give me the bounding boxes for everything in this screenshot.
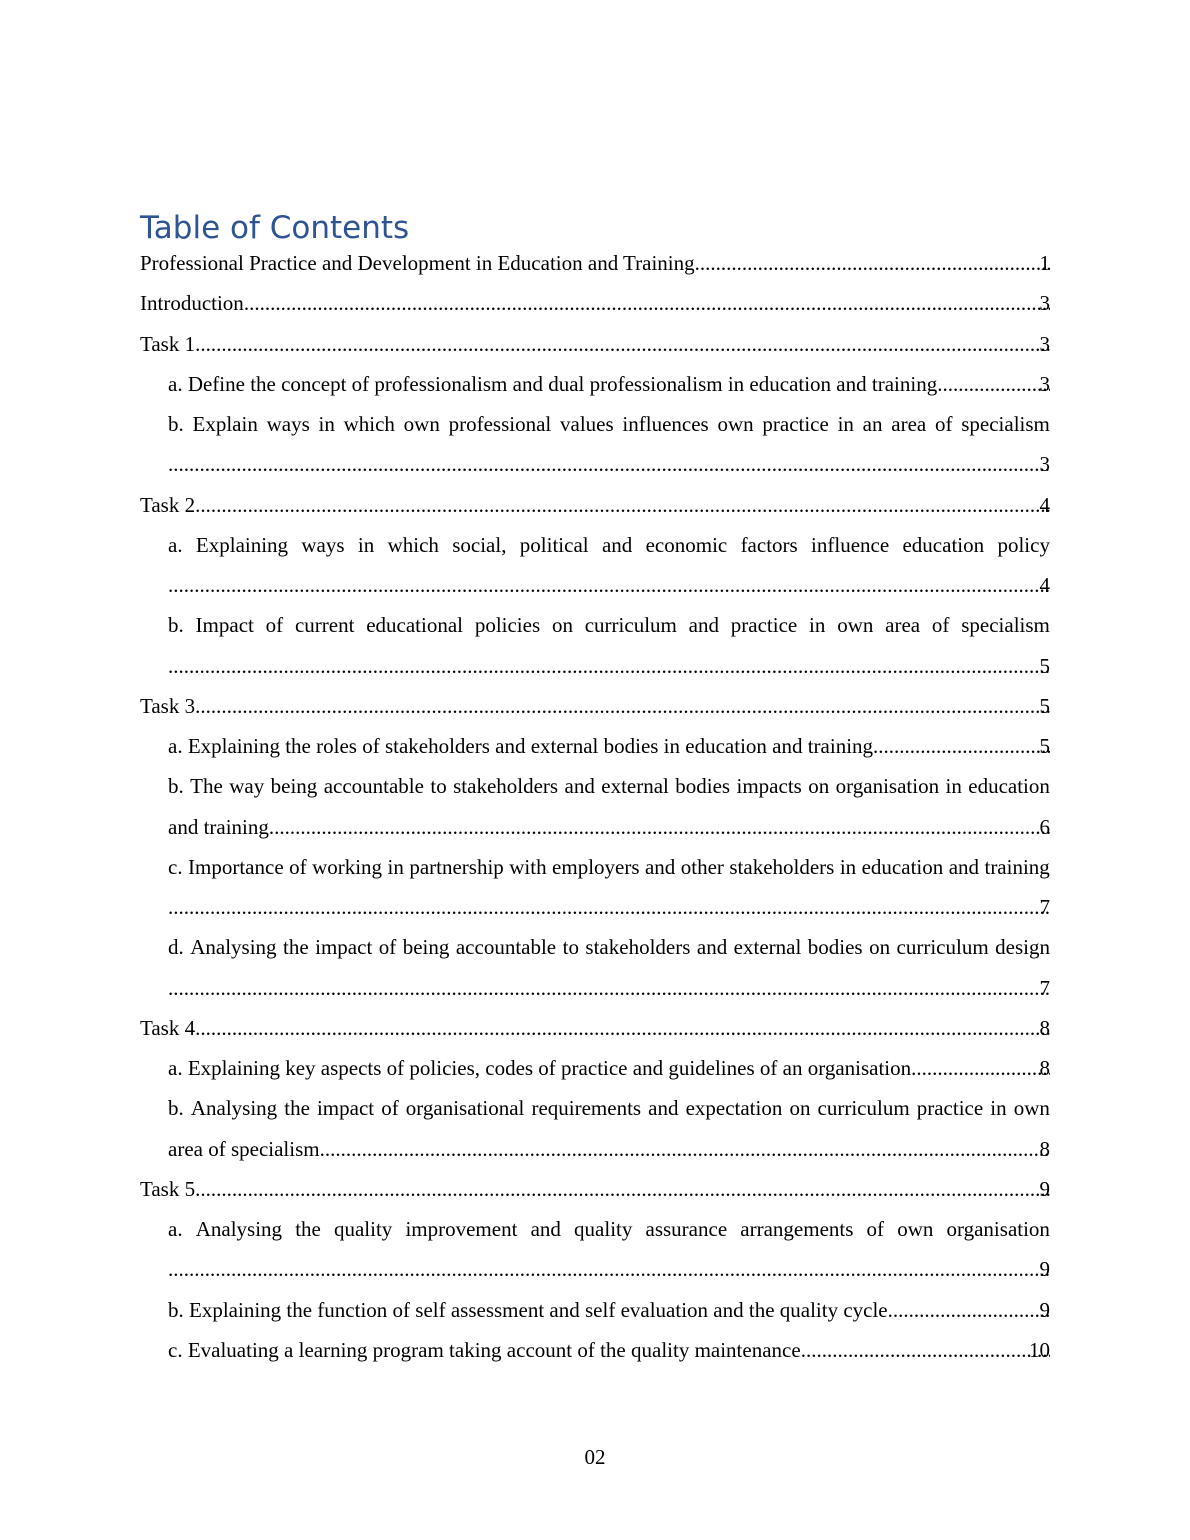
toc-page-number: 3 [1039,283,1051,323]
toc-entry[interactable] [168,525,1050,606]
toc-entry[interactable] [168,1048,1050,1088]
table-of-contents [140,243,1050,1370]
toc-page-number: 9 [1039,1290,1051,1330]
toc-page-number: 5 [1039,686,1051,726]
toc-entry-text: a. Analysing the quality improvement and quality assurance arrangements of own organisation [168,1217,1050,1241]
toc-entry[interactable] [168,364,1050,404]
toc-entry-text: c. Importance of working in partnership with employers and other stakeholders in education and training [168,854,1050,879]
toc-entry[interactable] [140,1169,1050,1209]
toc-entry-text-cont: and training [168,814,269,839]
toc-entry[interactable] [140,283,1050,323]
toc-entry[interactable] [140,324,1050,364]
toc-entry-text: Introduction [140,291,244,316]
toc-entry-text: a. Explaining the roles of stakeholders and external bodies in education and training [168,734,874,758]
toc-entry[interactable] [168,847,1050,928]
toc-entry[interactable] [168,766,1050,847]
toc-entry-text: a. Explaining ways in which social, political and economic factors influence education policy [168,532,1050,557]
toc-entry[interactable] [168,404,1050,485]
toc-entry-text: Task 3 [140,693,196,718]
toc-page-number: 9 [1039,1169,1051,1209]
toc-entry-text: d. Analysing the impact of being accountable to stakeholders and external bodies on curriculum design [168,935,1050,960]
toc-entry[interactable] [168,1088,1050,1169]
toc-page-number: 8 [1039,1048,1051,1088]
toc-entry-text: a. Explaining key aspects of policies, codes of practice and guidelines of an organisation [168,1056,912,1080]
toc-entry-text: Task 1 [140,331,196,356]
toc-page-number: 8 [1039,1129,1051,1169]
toc-entry[interactable] [168,927,1050,1008]
page-title: Table of Contents [140,210,410,246]
toc-entry-text-cont: area of specialism [168,1136,320,1161]
toc-entry-text: a. Define the concept of professionalism and dual professionalism in education and training [168,371,938,396]
toc-entry-text: b. Analysing the impact of organisational requirements and expectation on curriculum practice in own [168,1096,1050,1121]
toc-entry-text: Task 4 [140,1015,196,1040]
toc-page-number: 5 [1039,726,1051,766]
toc-page-number: 8 [1039,1008,1051,1048]
toc-entry[interactable] [140,485,1050,525]
toc-page-number: 4 [1039,485,1051,525]
toc-entry[interactable] [140,1008,1050,1048]
toc-entry-text: b. Explaining the function of self assessment and self evaluation and the quality cycle [168,1297,888,1322]
page-number: 02 [584,1445,606,1469]
toc-page-number: 7 [1039,887,1051,927]
toc-page-number: 3 [1039,324,1051,364]
toc-page-number: 5 [1039,646,1051,686]
toc-page-number: 9 [1039,1249,1051,1289]
toc-entry[interactable] [168,1330,1050,1370]
toc-entry-text: Task 5 [140,1176,196,1201]
toc-entry-text: b. Explain ways in which own professional values influences own practice in an area of specialism [168,412,1050,436]
toc-entry[interactable] [168,726,1050,766]
toc-entry[interactable] [168,1209,1050,1290]
toc-entry-text: Professional Practice and Development in Education and Training [140,251,695,275]
toc-page-number: 10 [1028,1330,1050,1370]
toc-entry-text: b. Impact of current educational policies on curriculum and practice in own area of specialism [168,613,1050,638]
toc-entry[interactable] [168,1290,1050,1330]
toc-page-number: 6 [1039,807,1051,847]
toc-entry[interactable] [140,243,1050,283]
toc-entry[interactable] [140,686,1050,726]
toc-page-number: 7 [1039,968,1051,1008]
toc-entry-text: Task 2 [140,492,196,517]
toc-entry-text: b. The way being accountable to stakeholders and external bodies impacts on organisation in education [168,774,1050,799]
toc-page-number: 4 [1039,565,1051,605]
toc-page-number: 3 [1039,444,1051,484]
toc-page-number: 1 [1039,243,1051,283]
toc-entry[interactable] [168,605,1050,686]
toc-page-number: 3 [1039,364,1051,404]
toc-entry-text: c. Evaluating a learning program taking account of the quality maintenance [168,1337,801,1362]
